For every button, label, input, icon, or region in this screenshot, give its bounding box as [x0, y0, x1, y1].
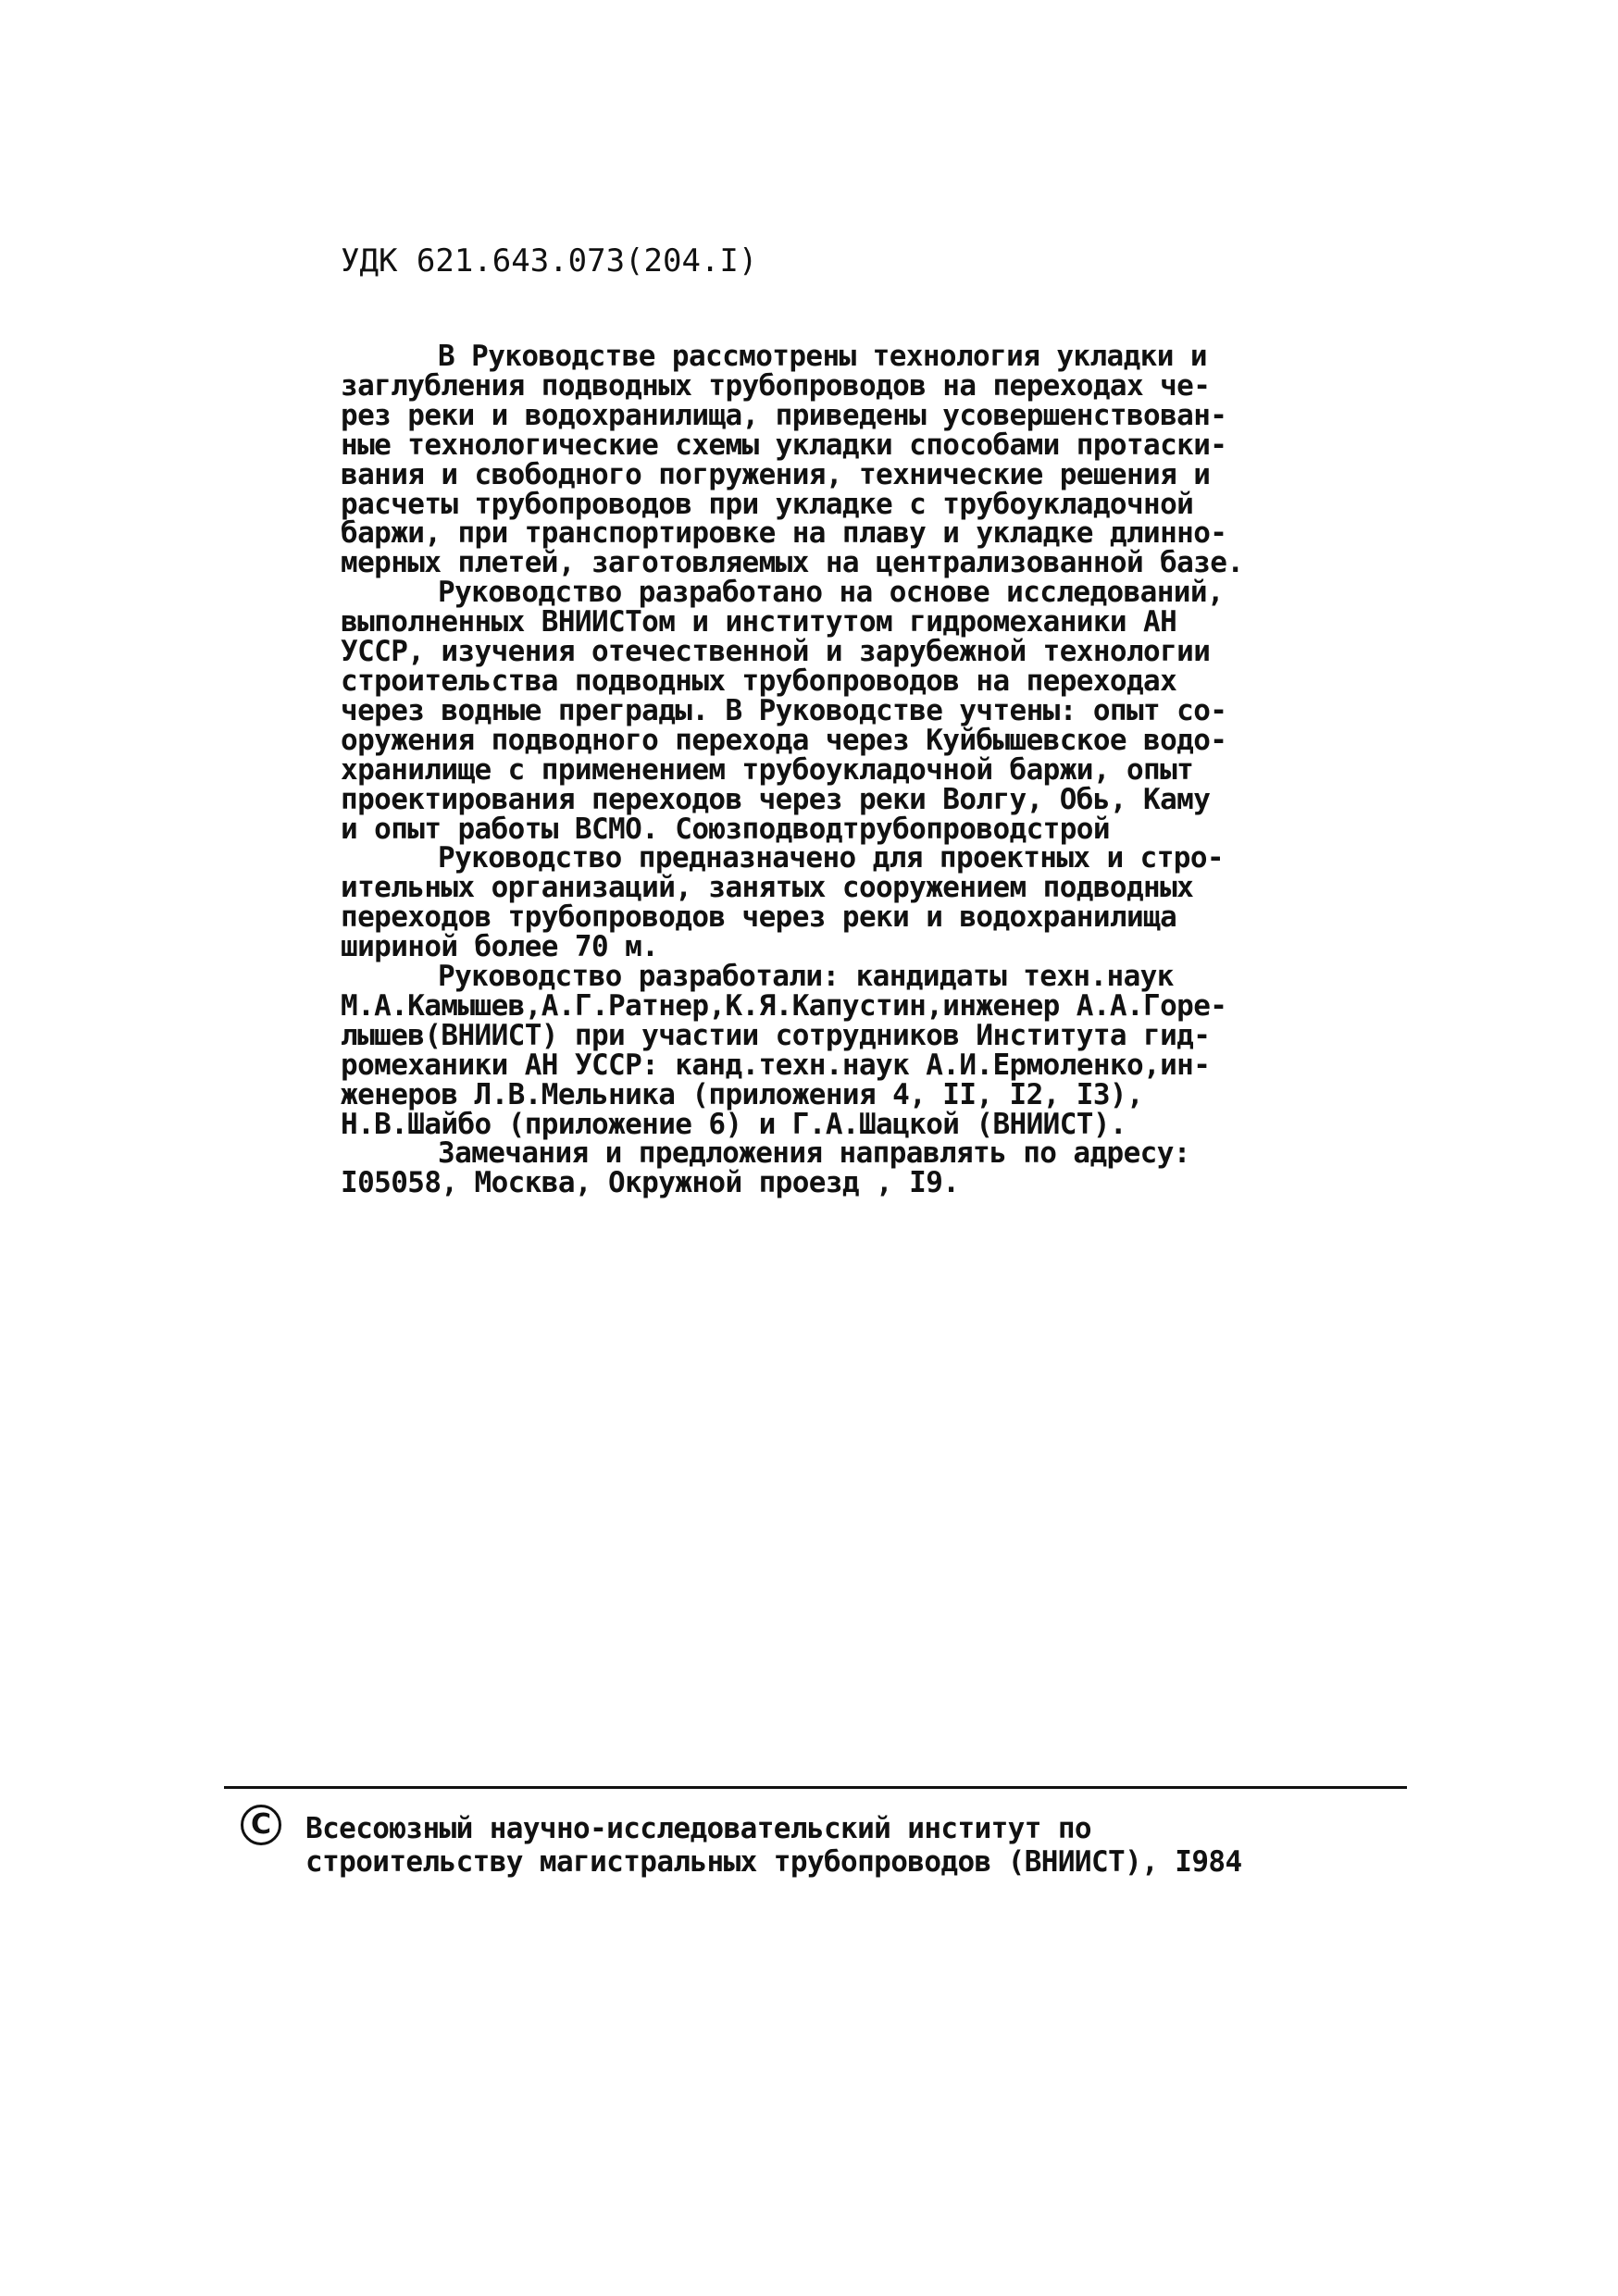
text-line: расчеты трубопроводов при укладке с трубоукладочной — [341, 487, 1194, 521]
text-line: вания и свободного погружения, технические решения и — [341, 457, 1211, 491]
text-line: выполненных ВНИИСТом и институтом гидромеханики АН — [341, 605, 1177, 639]
copyright-icon: C — [241, 1805, 281, 1845]
text-line: Руководство предназначено для проектных и стро- — [438, 841, 1224, 875]
text-line: и опыт работы ВСМО. Союзподводтрубопроводстрой — [341, 812, 1110, 846]
text-line: УССР, изучения отечественной и зарубежной технологии — [341, 635, 1211, 669]
abstract-text — [341, 342, 1377, 1198]
text-line: рез реки и водохранилища, приведены усовершенствован- — [341, 398, 1227, 432]
copyright-line: строительству магистральных трубопроводов (ВНИИСТ), I984 — [305, 1845, 1242, 1879]
text-line: Руководство разработано на основе исследований, — [438, 576, 1224, 610]
text-line: шириной более 70 м. — [341, 930, 659, 964]
copyright-notice — [305, 1812, 1398, 1879]
text-line: I05058, Москва, Окружной проезд , I9. — [341, 1166, 960, 1200]
text-line: ительных организаций, занятых сооружением подводных — [341, 871, 1194, 905]
text-line: хранилище с применением трубоукладочной баржи, опыт — [341, 752, 1194, 787]
text-line: баржи, при транспортировке на плаву и укладке длинно- — [341, 516, 1227, 551]
text-line: лышев(ВНИИСТ) при участии сотрудников Института гид- — [341, 1018, 1211, 1052]
text-line: ные технологические схемы укладки способами протаски- — [341, 428, 1227, 462]
text-line: ромеханики АН УССР: канд.техн.наук А.И.Ермоленко,ин- — [341, 1048, 1211, 1082]
text-line: Замечания и предложения направлять по адресу: — [438, 1136, 1190, 1171]
text-line: оружения подводного перехода через Куйбышевское водо- — [341, 723, 1227, 757]
text-line: заглубления подводных трубопроводов на переходах че- — [341, 368, 1211, 403]
text-line: мерных плетей, заготовляемых на централизованной базе. — [341, 546, 1244, 580]
text-line: проектирования переходов через реки Волгу, Обь, Каму — [341, 782, 1211, 816]
text-line: через водные преграды. В Руководстве учтены: опыт со- — [341, 693, 1227, 727]
text-line: В Руководстве рассмотрены технология укладки и — [438, 340, 1207, 373]
footer-divider — [224, 1786, 1407, 1789]
text-line: женеров Л.В.Мельника (приложения 4, II, I2, I3), — [341, 1077, 1144, 1111]
text-line: М.А.Камышев,А.Г.Ратнер,К.Я.Капустин,инженер А.А.Горе- — [341, 988, 1227, 1023]
text-line: переходов трубопроводов через реки и водохранилища — [341, 900, 1177, 935]
udk-code: УДК 621.643.073(204.I) — [341, 242, 758, 279]
copyright-line: Всесоюзный научно-исследовательский институт по — [305, 1812, 1091, 1845]
text-line: Н.В.Шайбо (приложение 6) и Г.А.Шацкой (ВНИИСТ). — [341, 1107, 1126, 1141]
text-line: Руководство разработали: кандидаты техн.наук — [438, 960, 1174, 994]
text-line: строительства подводных трубопроводов на переходах — [341, 664, 1177, 698]
